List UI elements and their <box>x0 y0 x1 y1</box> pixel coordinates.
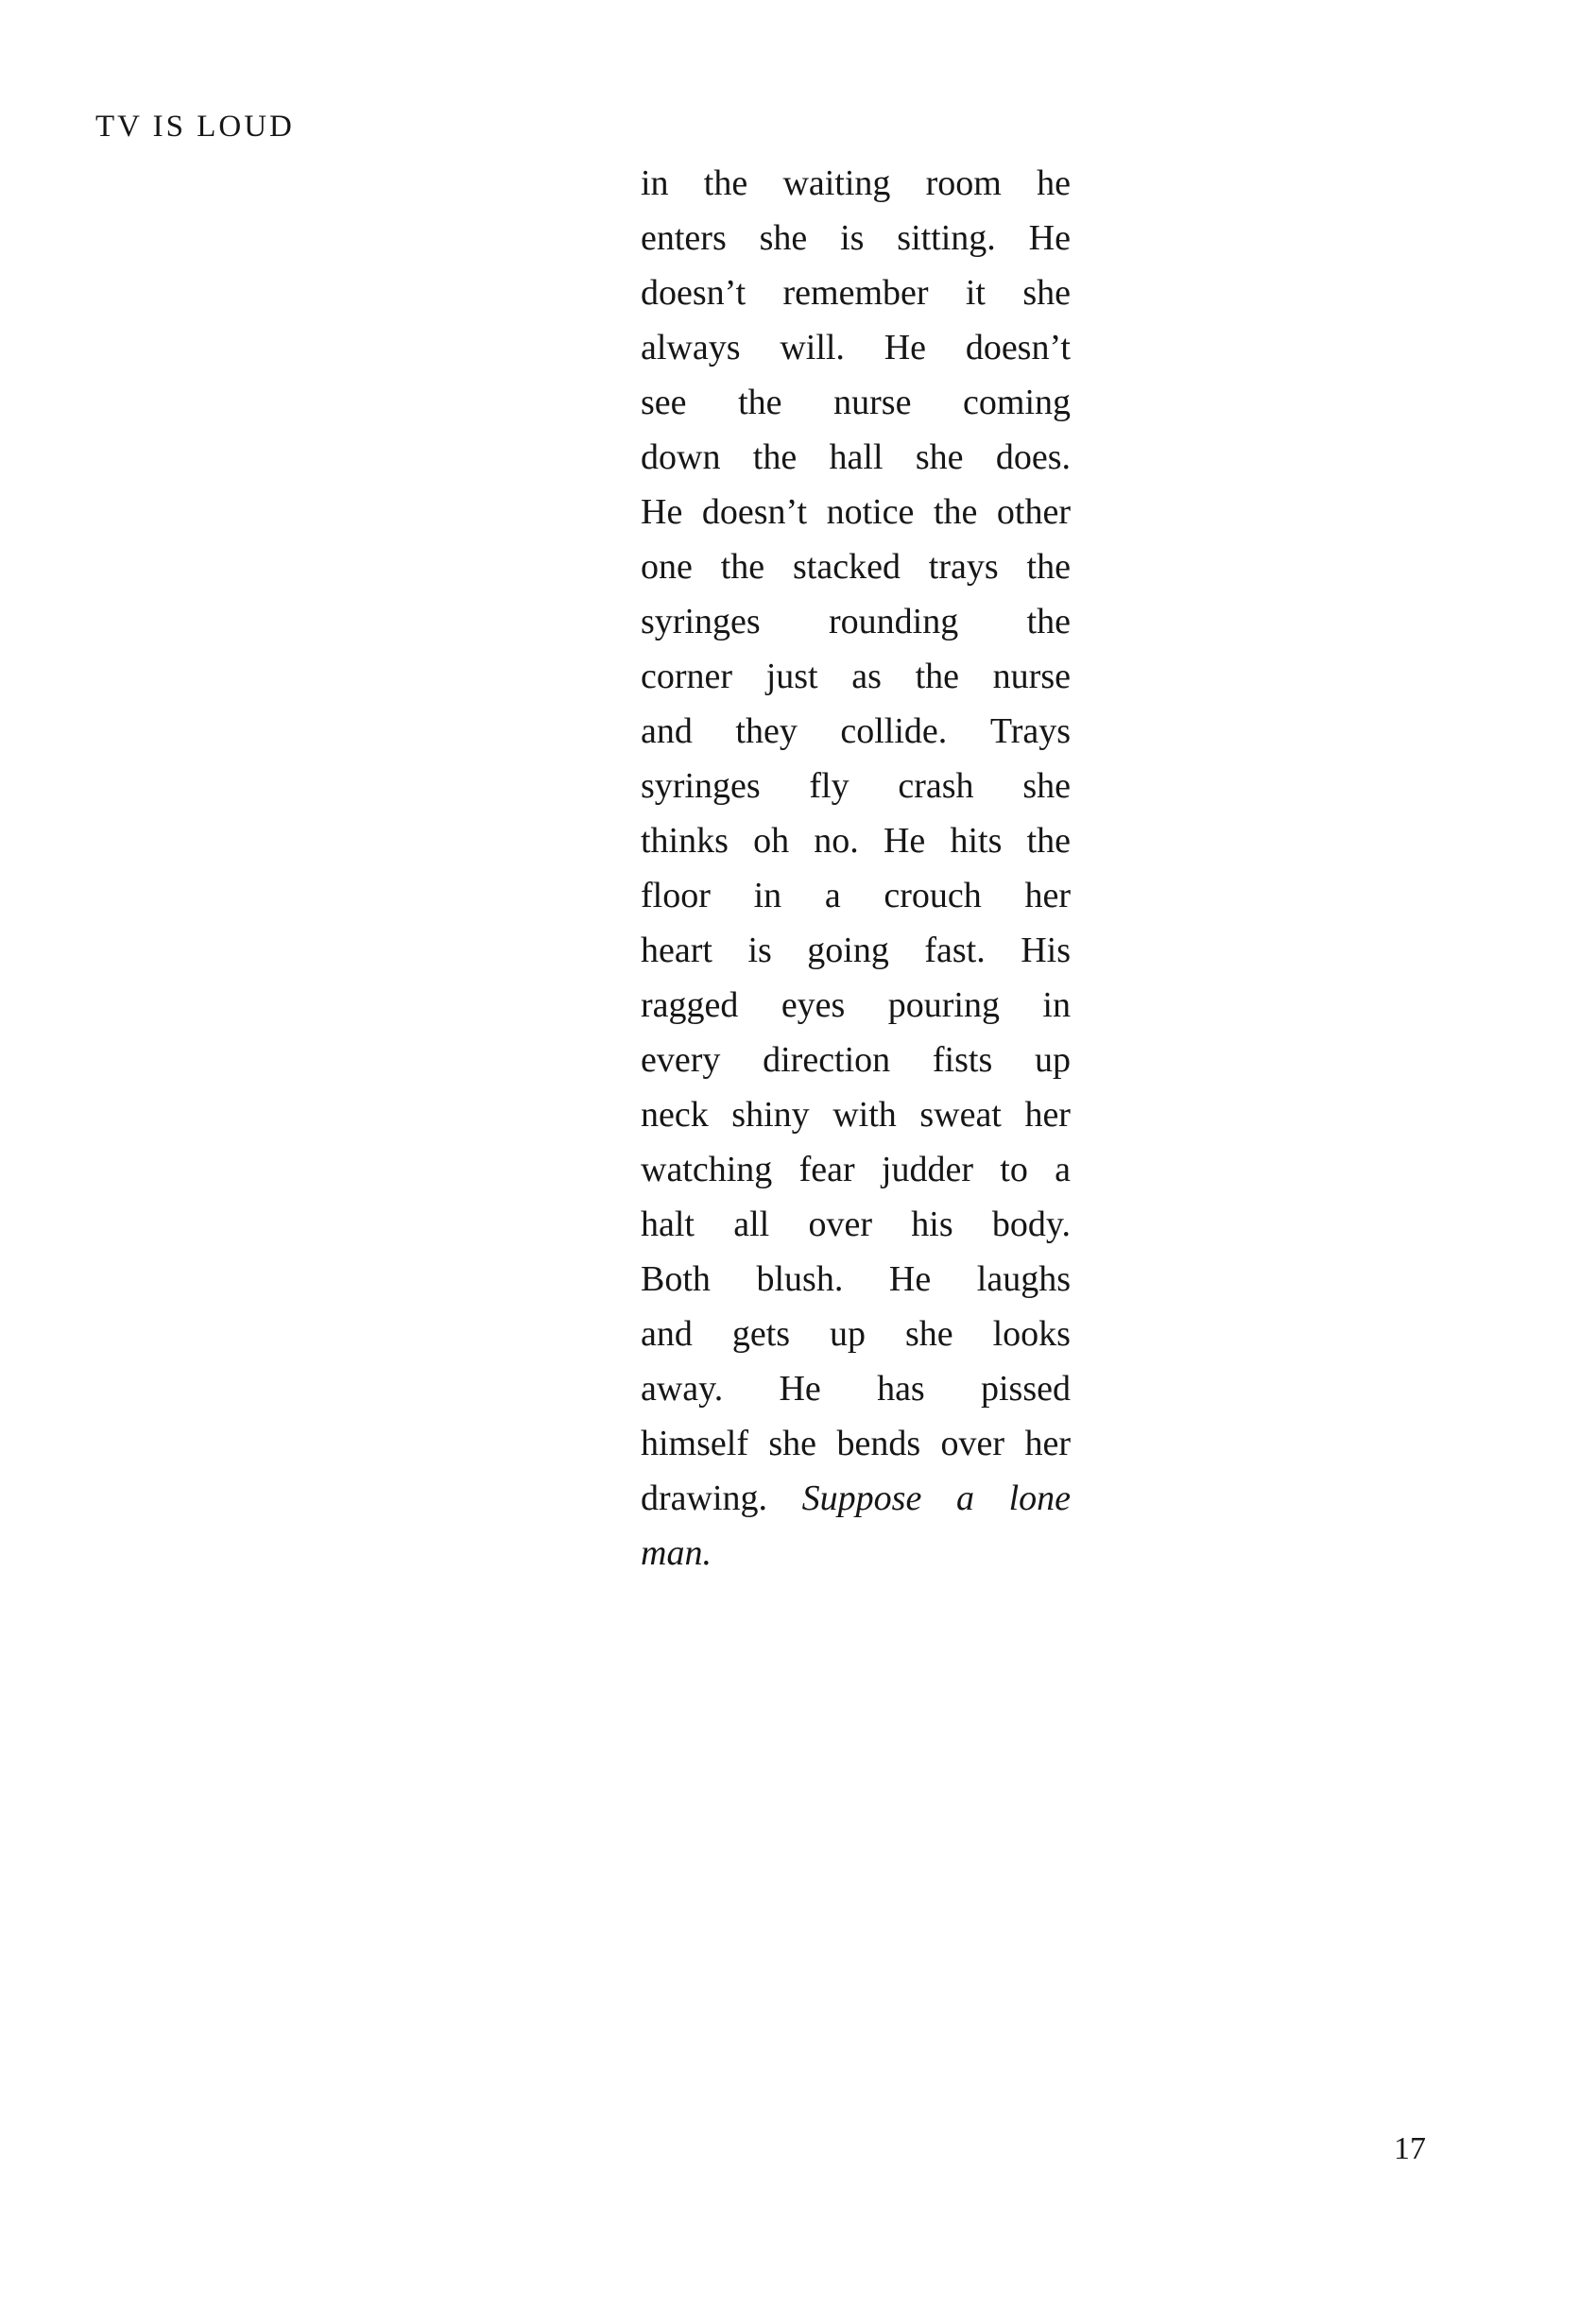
text-line <box>641 1361 1071 1416</box>
word: does. <box>995 437 1071 477</box>
text-line <box>641 539 1071 594</box>
word: nurse <box>992 657 1071 696</box>
word: her <box>1024 876 1071 915</box>
text-line <box>641 430 1071 485</box>
word: and <box>641 711 693 751</box>
word: her <box>1024 1095 1071 1135</box>
word: collide. <box>840 711 948 751</box>
word: pouring <box>887 985 1000 1025</box>
word: sweat <box>919 1095 1002 1135</box>
word: she <box>905 1314 953 1354</box>
word: the <box>703 163 748 203</box>
word: hits <box>950 821 1003 861</box>
word: they <box>735 711 798 751</box>
text-line <box>641 1471 1071 1526</box>
word: bends <box>836 1424 921 1463</box>
word: syringes <box>641 766 761 806</box>
word: over <box>940 1424 1005 1463</box>
word: down <box>641 437 721 477</box>
text-line <box>641 759 1071 813</box>
word: looks <box>992 1314 1071 1354</box>
word: a <box>955 1478 974 1518</box>
word: the <box>1026 547 1071 587</box>
word: crash <box>898 766 974 806</box>
word: in <box>641 163 669 203</box>
word: she <box>768 1424 817 1463</box>
text-line <box>641 156 1071 211</box>
word: she <box>915 437 964 477</box>
word: fast. <box>924 931 986 970</box>
word: fear <box>798 1150 855 1189</box>
text-line <box>641 1142 1071 1197</box>
word: laughs <box>976 1259 1071 1299</box>
word: syringes <box>641 602 761 641</box>
word: she <box>1022 273 1071 313</box>
word: himself <box>641 1424 748 1463</box>
word: thinks <box>641 821 729 861</box>
word: will. <box>780 328 845 367</box>
word: He <box>641 492 683 532</box>
word: sitting. <box>897 218 996 258</box>
word: fists <box>932 1040 993 1080</box>
word: up <box>830 1314 867 1354</box>
word: room <box>925 163 1002 203</box>
word: stacked <box>793 547 901 587</box>
word: direction <box>763 1040 891 1080</box>
word: corner <box>641 657 733 696</box>
word: up <box>1034 1040 1071 1080</box>
word: floor <box>641 876 711 915</box>
text-line <box>641 1307 1071 1361</box>
text-line <box>641 1526 1071 1581</box>
word: fly <box>809 766 849 806</box>
word: gets <box>731 1314 791 1354</box>
word: notice <box>826 492 915 532</box>
word: a <box>1055 1150 1071 1189</box>
word: other <box>996 492 1071 532</box>
text-line <box>641 594 1071 649</box>
text-line <box>641 649 1071 704</box>
text-line <box>641 978 1071 1033</box>
word: always <box>641 328 741 367</box>
word: He <box>883 821 926 861</box>
word: crouch <box>884 876 982 915</box>
word: one <box>641 547 693 587</box>
word: trays <box>928 547 999 587</box>
page-number: 17 <box>1394 2131 1426 2166</box>
text-line <box>641 1252 1071 1307</box>
word: watching <box>641 1150 773 1189</box>
word: see <box>641 383 687 422</box>
word: He <box>779 1369 821 1409</box>
word: He <box>888 1259 932 1299</box>
word: ragged <box>641 985 739 1025</box>
word: he <box>1037 163 1071 203</box>
word: a <box>824 876 841 915</box>
text-line <box>641 704 1071 759</box>
word: is <box>747 931 772 970</box>
word: in <box>753 876 782 915</box>
word: nurse <box>833 383 912 422</box>
text-line <box>641 375 1071 430</box>
word: judder <box>881 1150 973 1189</box>
word: blush. <box>756 1259 844 1299</box>
word: the <box>915 657 960 696</box>
word: heart <box>641 931 712 970</box>
word: eyes <box>781 985 846 1025</box>
word: doesn’t <box>965 328 1071 367</box>
word: He <box>884 328 927 367</box>
word: drawing. <box>641 1478 768 1518</box>
word: doesn’t <box>701 492 808 532</box>
word: hall <box>829 437 884 477</box>
word: just <box>765 657 818 696</box>
word: as <box>851 657 882 696</box>
word: to <box>1000 1150 1028 1189</box>
word: with <box>832 1095 897 1135</box>
word: in <box>1042 985 1071 1025</box>
word: going <box>807 931 889 970</box>
word: has <box>877 1369 925 1409</box>
word: neck <box>641 1095 709 1135</box>
word: no. <box>814 821 859 861</box>
word: Both <box>641 1259 711 1299</box>
word: over <box>808 1205 873 1244</box>
word: halt <box>641 1205 695 1244</box>
word: oh <box>753 821 790 861</box>
word: Trays <box>989 711 1071 751</box>
text-line <box>641 1033 1071 1087</box>
word: she <box>759 218 808 258</box>
text-line <box>641 485 1071 539</box>
body-text <box>641 156 1071 1581</box>
word: shiny <box>731 1095 810 1135</box>
word: body. <box>991 1205 1071 1244</box>
text-line <box>641 1087 1071 1142</box>
text-line <box>641 211 1071 265</box>
text-line <box>641 813 1071 868</box>
word: all <box>733 1205 770 1244</box>
word: doesn’t <box>641 273 747 313</box>
text-line <box>641 923 1071 978</box>
word: enters <box>641 218 727 258</box>
running-head: TV IS LOUD <box>95 110 295 144</box>
word: He <box>1028 218 1071 258</box>
word: rounding <box>829 602 959 641</box>
word: the <box>933 492 978 532</box>
text-line <box>641 320 1071 375</box>
text-line <box>641 265 1071 320</box>
word: coming <box>963 383 1071 422</box>
word: the <box>752 437 798 477</box>
word: man. <box>641 1533 712 1573</box>
word: is <box>840 218 865 258</box>
word: waiting <box>782 163 891 203</box>
word: remember <box>782 273 929 313</box>
word: pissed <box>980 1369 1071 1409</box>
text-line <box>641 1197 1071 1252</box>
text-line <box>641 1416 1071 1471</box>
word: the <box>1026 602 1071 641</box>
word: every <box>641 1040 721 1080</box>
word: her <box>1024 1424 1071 1463</box>
word: away. <box>641 1369 724 1409</box>
word: the <box>1026 821 1071 861</box>
text-line <box>641 868 1071 923</box>
word: Suppose <box>801 1478 922 1518</box>
word: His <box>1021 931 1071 970</box>
word: and <box>641 1314 693 1354</box>
word: his <box>911 1205 953 1244</box>
word: it <box>965 273 986 313</box>
word: she <box>1022 766 1071 806</box>
word: the <box>738 383 782 422</box>
word: lone <box>1008 1478 1071 1518</box>
word: the <box>720 547 765 587</box>
